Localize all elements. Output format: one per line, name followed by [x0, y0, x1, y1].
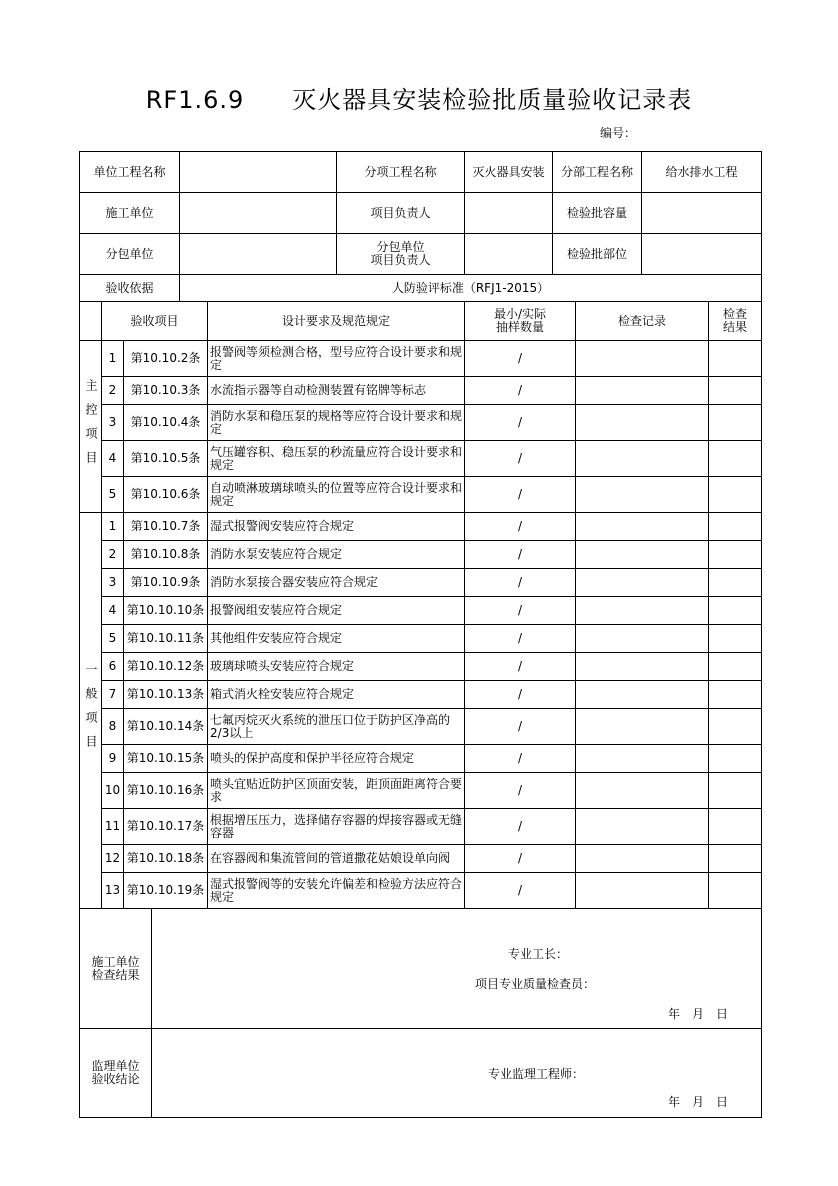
- check-record-field[interactable]: [576, 709, 709, 745]
- requirement: 消防水泵和稳压泵的规格等应符合设计要求和规定: [208, 405, 465, 441]
- check-result-field[interactable]: [709, 477, 762, 513]
- sample-count: /: [465, 341, 576, 377]
- group-label: 主控项目: [80, 341, 102, 513]
- number-label: 编号：: [600, 126, 637, 140]
- check-result-field[interactable]: [709, 513, 762, 541]
- sample-count: /: [465, 513, 576, 541]
- clause: 第10.10.11条: [124, 625, 208, 653]
- item-number: 3: [102, 405, 124, 441]
- item-number: 1: [102, 341, 124, 377]
- requirement: 在容器阀和集流管间的管道撒花姑娘设单向阀: [208, 845, 465, 873]
- clause: 第10.10.2条: [124, 341, 208, 377]
- check-result-field[interactable]: [709, 873, 762, 909]
- clause: 第10.10.3条: [124, 377, 208, 405]
- clause: 第10.10.15条: [124, 745, 208, 773]
- item-number: 11: [102, 809, 124, 845]
- item-number: 3: [102, 569, 124, 597]
- sample-count: /: [465, 477, 576, 513]
- table-row: [80, 709, 762, 745]
- items-table: [79, 301, 762, 909]
- check-record-field[interactable]: [576, 773, 709, 809]
- item-number: 4: [102, 597, 124, 625]
- table-row: [80, 477, 762, 513]
- sample-count: /: [465, 405, 576, 441]
- table-row: [80, 773, 762, 809]
- label: 分项工程名称: [337, 152, 465, 193]
- clause: 第10.10.9条: [124, 569, 208, 597]
- table-row: [80, 845, 762, 873]
- subcontractor-field[interactable]: [180, 234, 337, 275]
- requirement: 根据增压压力，选择储存容器的焊接容器或无缝容器: [208, 809, 465, 845]
- requirement: 消防水泵安装应符合规定: [208, 541, 465, 569]
- label: 分包单位 项目负责人: [337, 234, 465, 275]
- check-result-field[interactable]: [709, 709, 762, 745]
- label: 施工单位: [80, 193, 180, 234]
- sample-count: /: [465, 681, 576, 709]
- unit-project-field[interactable]: [180, 152, 337, 193]
- check-record-field[interactable]: [576, 625, 709, 653]
- check-record-field[interactable]: [576, 405, 709, 441]
- label: 分包单位: [80, 234, 180, 275]
- check-record-field[interactable]: [576, 845, 709, 873]
- table-row: [80, 405, 762, 441]
- table-row: [80, 873, 762, 909]
- sample-count: /: [465, 845, 576, 873]
- check-result-field[interactable]: [709, 541, 762, 569]
- table-row: [80, 377, 762, 405]
- item-number: 9: [102, 745, 124, 773]
- check-record-field[interactable]: [576, 341, 709, 377]
- sample-count: /: [465, 709, 576, 745]
- clause: 第10.10.4条: [124, 405, 208, 441]
- label: 检验批部位: [553, 234, 642, 275]
- table-row: [80, 513, 762, 541]
- sample-count: /: [465, 377, 576, 405]
- table-row: [80, 653, 762, 681]
- header-sample: 最小/实际 抽样数量: [465, 302, 576, 341]
- check-record-field[interactable]: [576, 477, 709, 513]
- requirement: 报警阀组安装应符合规定: [208, 597, 465, 625]
- check-record-field[interactable]: [576, 569, 709, 597]
- check-result-field[interactable]: [709, 681, 762, 709]
- check-result-field[interactable]: [709, 773, 762, 809]
- basis-value: 人防验评标准（RFJ1-2015）: [180, 275, 762, 302]
- sub-item-field[interactable]: 灭火器具安装: [465, 152, 553, 193]
- check-record-field[interactable]: [576, 377, 709, 405]
- page-title: [0, 80, 838, 115]
- date-label: 年 月 日: [668, 1007, 729, 1021]
- check-result-field[interactable]: [709, 745, 762, 773]
- check-record-field[interactable]: [576, 809, 709, 845]
- check-result-field[interactable]: [709, 569, 762, 597]
- check-record-field[interactable]: [576, 541, 709, 569]
- clause: 第10.10.19条: [124, 873, 208, 909]
- header-requirement: 设计要求及规范规定: [208, 302, 465, 341]
- clause: 第10.10.13条: [124, 681, 208, 709]
- sample-count: /: [465, 597, 576, 625]
- item-number: 12: [102, 845, 124, 873]
- requirement: 水流指示器等自动检测装置有铭牌等标志: [208, 377, 465, 405]
- check-record-field[interactable]: [576, 745, 709, 773]
- item-number: 2: [102, 541, 124, 569]
- item-number: 13: [102, 873, 124, 909]
- sample-count: /: [465, 625, 576, 653]
- check-record-field[interactable]: [576, 653, 709, 681]
- table-row: [80, 597, 762, 625]
- foreman-label: 专业工长：: [508, 947, 569, 961]
- clause: 第10.10.12条: [124, 653, 208, 681]
- sample-count: /: [465, 773, 576, 809]
- table-row: [80, 745, 762, 773]
- item-number: 8: [102, 709, 124, 745]
- check-record-field[interactable]: [576, 441, 709, 477]
- check-result-field[interactable]: [709, 845, 762, 873]
- requirement: 湿式报警阀等的安装允许偏差和检验方法应符合规定: [208, 873, 465, 909]
- clause: 第10.10.14条: [124, 709, 208, 745]
- requirement: 其他组件安装应符合规定: [208, 625, 465, 653]
- item-number: 7: [102, 681, 124, 709]
- supervisor-check-label: 监理单位 验收结论: [80, 1029, 152, 1118]
- clause: 第10.10.8条: [124, 541, 208, 569]
- check-result-field[interactable]: [709, 809, 762, 845]
- check-result-field[interactable]: [709, 341, 762, 377]
- label: 检验批容量: [553, 193, 642, 234]
- requirement: 气压罐容积、稳压泵的秒流量应符合设计要求和规定: [208, 441, 465, 477]
- sample-count: /: [465, 873, 576, 909]
- header-result: 检查 结果: [709, 302, 762, 341]
- sample-count: /: [465, 541, 576, 569]
- item-number: 10: [102, 773, 124, 809]
- clause: 第10.10.6条: [124, 477, 208, 513]
- requirement: 喷头宜贴近防护区顶面安装，距顶面距离符合要求: [208, 773, 465, 809]
- label: 项目负责人: [337, 193, 465, 234]
- inspector-label: 项目专业质量检查员：: [475, 977, 596, 991]
- table-row: [80, 441, 762, 477]
- header-item: 验收项目: [102, 302, 208, 341]
- header-record: 检查记录: [576, 302, 709, 341]
- signoff-table: [79, 908, 762, 1118]
- item-number: 5: [102, 477, 124, 513]
- check-result-field[interactable]: [709, 377, 762, 405]
- requirement: 自动喷淋玻璃球喷头的位置等应符合设计要求和规定: [208, 477, 465, 513]
- check-record-field[interactable]: [576, 597, 709, 625]
- check-record-field[interactable]: [576, 513, 709, 541]
- label: 单位工程名称: [80, 152, 180, 193]
- form-title: 灭火器具安装检验批质量验收记录表: [292, 86, 693, 114]
- item-number: 1: [102, 513, 124, 541]
- requirement: 喷头的保护高度和保护半径应符合规定: [208, 745, 465, 773]
- table-row: [80, 625, 762, 653]
- batch-location-field[interactable]: [642, 234, 762, 275]
- sample-count: /: [465, 809, 576, 845]
- table-row: [80, 569, 762, 597]
- table-row: [80, 681, 762, 709]
- check-result-field[interactable]: [709, 625, 762, 653]
- check-result-field[interactable]: [709, 653, 762, 681]
- check-result-field[interactable]: [709, 405, 762, 441]
- clause: 第10.10.10条: [124, 597, 208, 625]
- item-number: 4: [102, 441, 124, 477]
- requirement: 七氟丙烷灭火系统的泄压口位于防护区净高的2/3以上: [208, 709, 465, 745]
- batch-capacity-field[interactable]: [642, 193, 762, 234]
- info-table: [79, 151, 762, 302]
- requirement: 报警阀等须检测合格，型号应符合设计要求和规定: [208, 341, 465, 377]
- sample-count: /: [465, 441, 576, 477]
- sample-count: /: [465, 569, 576, 597]
- sub-lead-field[interactable]: [465, 234, 553, 275]
- sample-count: /: [465, 653, 576, 681]
- form-code: RF1.6.9: [145, 86, 245, 114]
- date-label: 年 月 日: [668, 1095, 729, 1109]
- clause: 第10.10.7条: [124, 513, 208, 541]
- requirement: 箱式消火栓安装应符合规定: [208, 681, 465, 709]
- clause: 第10.10.5条: [124, 441, 208, 477]
- table-row: [80, 809, 762, 845]
- project-lead-field[interactable]: [465, 193, 553, 234]
- check-result-field[interactable]: [709, 441, 762, 477]
- clause: 第10.10.16条: [124, 773, 208, 809]
- table-row: [80, 541, 762, 569]
- check-record-field[interactable]: [576, 681, 709, 709]
- label: 分部工程名称: [553, 152, 642, 193]
- group-label: 一般项目: [80, 513, 102, 909]
- requirement: 消防水泵接合器安装应符合规定: [208, 569, 465, 597]
- check-record-field[interactable]: [576, 873, 709, 909]
- table-row: [80, 341, 762, 377]
- label: 验收依据: [80, 275, 180, 302]
- sample-count: /: [465, 745, 576, 773]
- clause: 第10.10.18条: [124, 845, 208, 873]
- contractor-check-label: 施工单位 检查结果: [80, 909, 152, 1029]
- requirement: 玻璃球喷头安装应符合规定: [208, 653, 465, 681]
- check-result-field[interactable]: [709, 597, 762, 625]
- item-number: 5: [102, 625, 124, 653]
- engineer-label: 专业监理工程师：: [488, 1067, 585, 1081]
- item-number: 2: [102, 377, 124, 405]
- requirement: 湿式报警阀安装应符合规定: [208, 513, 465, 541]
- sub-part-field[interactable]: 给水排水工程: [642, 152, 762, 193]
- contractor-field[interactable]: [180, 193, 337, 234]
- clause: 第10.10.17条: [124, 809, 208, 845]
- item-number: 6: [102, 653, 124, 681]
